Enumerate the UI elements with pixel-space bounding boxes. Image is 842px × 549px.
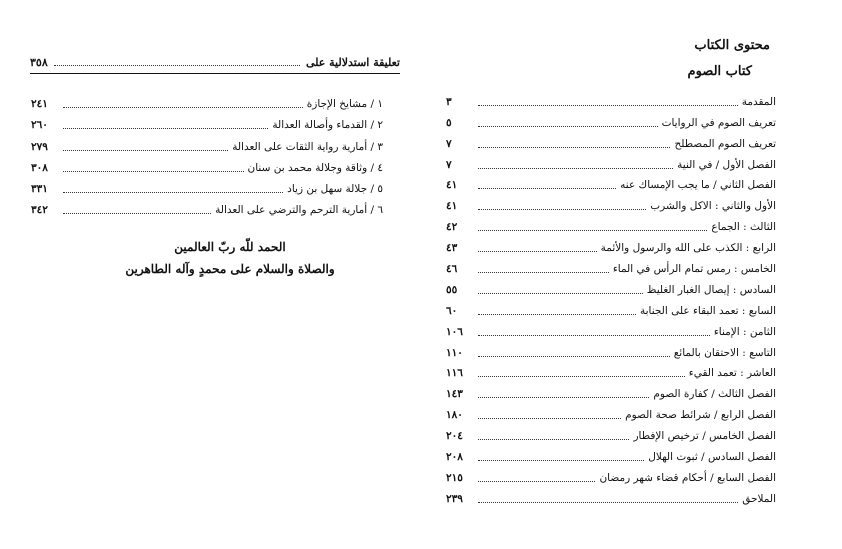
- toc-entry-label: ٣ / أمارية رواية الثقات على العدالة: [232, 140, 383, 153]
- toc-entry[interactable]: [446, 401, 776, 422]
- toc-entry-page: ١٨٠: [446, 409, 463, 422]
- dot-leader: [478, 397, 649, 398]
- toc-entry-page: ٥٥: [446, 283, 458, 296]
- toc-entry-label: ١ / مشايخ الإجازة: [306, 98, 383, 111]
- toc-entry[interactable]: [446, 213, 776, 234]
- running-head-leader: [54, 65, 300, 66]
- toc-entry-page: ٢٠٤: [446, 430, 463, 443]
- closing-line-2: والصلاة والسلام على محمدٍ وآله الطاهرين: [125, 262, 335, 276]
- toc-entry[interactable]: [31, 132, 383, 153]
- dot-leader: [63, 213, 211, 214]
- toc-entry[interactable]: [446, 380, 776, 401]
- left-toc: [31, 90, 383, 217]
- toc-entry-label: الخامس : رمس تمام الرأس في الماء: [612, 263, 776, 276]
- dot-leader: [478, 230, 707, 231]
- toc-entry-label: الرابع : الكذب على الله والرسول والأئمة: [600, 242, 776, 255]
- toc-entry-page: ٤٦: [446, 263, 458, 276]
- toc-entry-label: التاسع : الاحتقان بالمائع: [673, 346, 776, 359]
- dot-leader: [63, 128, 268, 129]
- toc-entry-page: ١١٠: [446, 346, 463, 359]
- toc-entry[interactable]: [446, 276, 776, 297]
- toc-entry[interactable]: [31, 196, 383, 217]
- toc-entry-page: ٢٧٩: [31, 140, 48, 153]
- dot-leader: [63, 171, 244, 172]
- right-toc: [446, 88, 776, 506]
- toc-entry[interactable]: [446, 130, 776, 151]
- toc-entry[interactable]: [446, 192, 776, 213]
- toc-entry[interactable]: [31, 90, 383, 111]
- toc-entry-page: ١١٦: [446, 367, 463, 380]
- toc-entry-label: الفصل الخامس / ترخيص الإفطار: [633, 430, 776, 443]
- toc-entry[interactable]: [446, 464, 776, 485]
- dot-leader: [478, 314, 636, 315]
- dot-leader: [478, 481, 595, 482]
- toc-entry-page: ٦٠: [446, 304, 458, 317]
- toc-entry[interactable]: [446, 443, 776, 464]
- dot-leader: [478, 356, 670, 357]
- toc-entry-page: ٣٣١: [31, 182, 48, 195]
- toc-entry-page: ٢١٥: [446, 471, 463, 484]
- dot-leader: [478, 376, 685, 377]
- toc-entry-label: الثامن : الإمناء: [713, 325, 776, 338]
- toc-entry[interactable]: [446, 109, 776, 130]
- toc-entry-page: ١٠٦: [446, 325, 463, 338]
- toc-entry-page: ٤١: [446, 179, 458, 192]
- toc-entry-label: ٦ / أمارية الترحم والترضي على العدالة: [215, 204, 383, 217]
- toc-entry[interactable]: [31, 154, 383, 175]
- dot-leader: [478, 335, 710, 336]
- toc-entry-label: الفصل الثاني / ما يجب الإمساك عنه: [620, 179, 776, 192]
- running-title: تعليقة استدلالية على: [305, 56, 400, 69]
- toc-entry-label: تعريف الصوم في الروايات: [661, 116, 776, 129]
- toc-entry[interactable]: [446, 255, 776, 276]
- book-subheading: كتاب الصوم: [687, 64, 752, 79]
- dot-leader: [478, 209, 646, 210]
- toc-entry-page: ٢٠٨: [446, 451, 463, 464]
- toc-entry-page: ٣٤٢: [31, 204, 48, 217]
- toc-entry-label: السابع : تعمد البقاء على الجنابة: [639, 304, 776, 317]
- toc-entry[interactable]: [446, 360, 776, 381]
- toc-entry-page: ٣: [446, 95, 452, 108]
- toc-entry-label: السادس : إيصال الغبار الغليظ: [646, 283, 776, 296]
- toc-entry-label: الفصل الرابع / شرائط صحة الصوم: [625, 409, 776, 422]
- toc-entry[interactable]: [31, 111, 383, 132]
- toc-entry[interactable]: [31, 175, 383, 196]
- toc-entry[interactable]: [446, 485, 776, 506]
- toc-entry-page: ٢٤١: [31, 98, 48, 111]
- toc-entry-label: الفصل السابع / أحكام قضاء شهر رمضان: [599, 471, 776, 484]
- dot-leader: [478, 105, 738, 106]
- toc-entry-page: ٣٠٨: [31, 161, 48, 174]
- dot-leader: [478, 439, 629, 440]
- toc-entry-label: تعريف الصوم المصطلح: [674, 137, 776, 150]
- toc-entry-label: المقدمة: [741, 95, 776, 108]
- closing-line-1: الحمد للّه ربّ العالمين: [174, 240, 286, 254]
- dot-leader: [478, 418, 621, 419]
- page-number: ٣٥٨: [30, 56, 48, 69]
- toc-entry-label: الأول والثاني : الاكل والشرب: [650, 200, 776, 213]
- toc-entry-label: ٥ / جلالة سهل بن زياد: [287, 182, 383, 195]
- toc-entry-label: ٤ / وثاقة وجلالة محمد بن سنان: [247, 161, 383, 174]
- toc-entry-page: ٧: [446, 137, 452, 150]
- toc-entry[interactable]: [446, 422, 776, 443]
- toc-entry[interactable]: [446, 297, 776, 318]
- dot-leader: [478, 502, 738, 503]
- toc-entry-label: ٢ / القدماء وأصالة العدالة: [272, 119, 383, 132]
- dot-leader: [478, 168, 673, 169]
- dot-leader: [478, 460, 644, 461]
- toc-entry-label: الفصل الأول / في النية: [677, 158, 776, 171]
- closing-praise: [110, 236, 350, 280]
- toc-entry-label: الثالث : الجماع: [711, 221, 776, 234]
- dot-leader: [63, 107, 303, 108]
- toc-entry-page: ٥: [446, 116, 452, 129]
- toc-entry-label: الفصل الثالث / كفارة الصوم: [653, 388, 776, 401]
- contents-heading: محتوى الكتاب: [694, 38, 770, 53]
- dot-leader: [63, 192, 283, 193]
- toc-entry[interactable]: [446, 234, 776, 255]
- dot-leader: [63, 150, 228, 151]
- toc-entry-page: ٤٣: [446, 242, 458, 255]
- dot-leader: [478, 147, 670, 148]
- toc-entry[interactable]: [446, 88, 776, 109]
- dot-leader: [478, 272, 609, 273]
- toc-entry[interactable]: [446, 318, 776, 339]
- running-head: [30, 56, 400, 74]
- toc-entry[interactable]: [446, 339, 776, 360]
- toc-entry-page: ٧: [446, 158, 452, 171]
- toc-entry-page: ٤٢: [446, 221, 458, 234]
- toc-entry-label: العاشر : تعمد القيء: [688, 367, 776, 380]
- dot-leader: [478, 293, 643, 294]
- toc-entry-page: ٢٦٠: [31, 119, 48, 132]
- dot-leader: [478, 126, 658, 127]
- toc-entry[interactable]: [446, 172, 776, 193]
- toc-entry-label: الفصل السادس / ثبوت الهلال: [648, 451, 776, 464]
- dot-leader: [478, 251, 597, 252]
- dot-leader: [478, 188, 616, 189]
- toc-entry-page: ١٤٣: [446, 388, 463, 401]
- toc-entry-page: ٢٣٩: [446, 492, 463, 505]
- toc-entry-page: ٤١: [446, 200, 458, 213]
- toc-entry-label: الملاحق: [742, 492, 776, 505]
- toc-entry[interactable]: [446, 151, 776, 172]
